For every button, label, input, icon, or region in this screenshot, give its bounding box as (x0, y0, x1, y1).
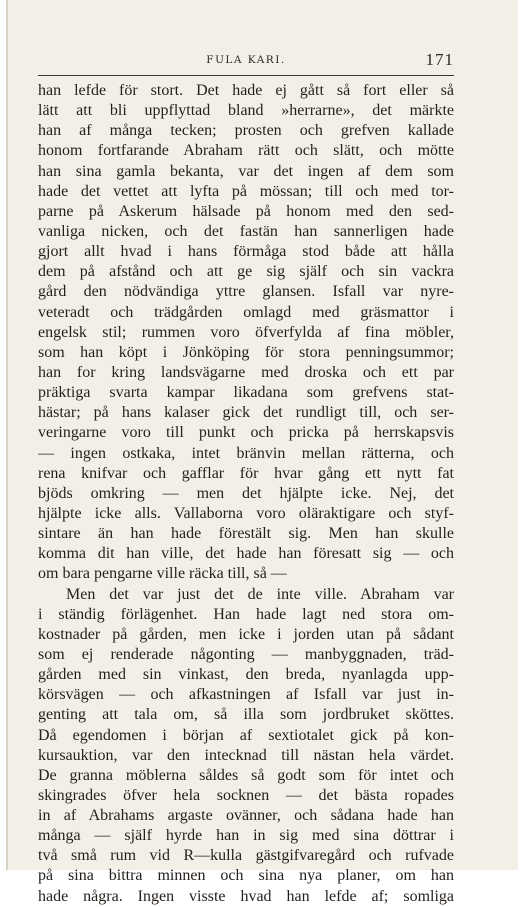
book-page (6, 0, 518, 905)
text-line: präktiga svarta kampar likadana som grefvens stat- (38, 384, 454, 402)
text-line: sintare än han hade förestält sig. Men han skulle (38, 525, 454, 543)
text-line: Men det var just det de inte ville. Abraham var (66, 585, 454, 603)
text-line: lätt att bli uppflyttad bland »herrarne», det märkte (38, 102, 454, 120)
text-line: rena knifvar och gafflar för hvar gång ett nytt fat (38, 464, 454, 482)
text-line: i ständig förlägenhet. Han hade lagt ned stora om- (38, 605, 454, 623)
text-line: hjälpte icke alls. Vallaborna voro oläraktigare och styf- (38, 504, 454, 522)
text-line: dem på afstånd och att ge sig själf och sin vackra (38, 263, 454, 281)
text-line: genting att tala om, så illa som jordbruket sköttes. (38, 706, 454, 724)
text-line: körsvägen — och afkastningen af Isfall var just in- (38, 686, 454, 704)
text-line: kursauktion, var den intecknad till nästan hela värdet. (38, 746, 454, 764)
text-line: skingrades öfver hela socknen — det bästa ropades (38, 786, 454, 804)
text-line: om bara pengarne ville räcka till, så — (38, 565, 287, 583)
text-line: De granna möblerna såldes så godt som för intet och (38, 766, 454, 784)
text-line: Då egendomen i början af sextiotalet gick på kon- (38, 726, 454, 744)
text-line: som han köpt i Jönköping för stora penningsummor; (38, 343, 454, 361)
text-line: han lefde för stort. Det hade ej gått så fort eller så (38, 82, 454, 99)
text-line: vanliga nicken, och det fastän han sannerligen hade (38, 222, 454, 240)
text-line: han sina gamla bekanta, var det ingen af dem som (38, 162, 454, 180)
text-line: på sina bittra minnen och sina nya planer, om han (38, 867, 454, 885)
text-line: kostnader på gården, men icke i jorden utan på sådant (38, 625, 454, 643)
text-line: parne på Askerum hälsade på honom med den sed- (38, 202, 454, 220)
text-line: — ingen ostkaka, intet bränvin mellan rätterna, och (38, 444, 454, 462)
running-head: FULA KARI. (206, 54, 286, 66)
text-line: han af många tecken; prosten och grefven kallade (38, 122, 454, 140)
text-line: veteradt och trädgården omlagd med gräsmattor i (38, 303, 454, 321)
text-line: gjort allt hvad i hans förmåga stod både att hålla (38, 243, 454, 261)
text-line: som ej renderade någonting — manbyggnaden, träd- (38, 645, 454, 663)
text-line: veringarne voro till punkt och pricka på herrskapsvis (38, 424, 454, 442)
text-line: hade några. Ingen visste hvad han lefde af; somliga (38, 887, 454, 905)
text-line: komma dit han ville, det hade han föresatt sig — och (38, 545, 454, 563)
body-text (38, 81, 454, 907)
text-line: in af Abrahams argaste ovänner, och sådana hade han (38, 807, 454, 825)
text-line: hästar; på hans kalaser gick det rundligt till, och ser- (38, 404, 454, 422)
text-line: honom fortfarande Abraham rätt och slätt, och mötte (38, 142, 454, 160)
text-line: hade det vettet att lyfta på mössan; till och med tor- (38, 182, 454, 200)
text-line: bjöds omkring — men det hjälpte icke. Nej, det (38, 484, 454, 502)
text-line: han for kring landsvägarne med droska och ett par (38, 363, 454, 381)
text-line: många — själf hyrde han in sig med sina döttrar i (38, 827, 454, 845)
page-header (38, 52, 454, 74)
text-line: gården med sin vinkast, den breda, nyanlagda upp- (38, 666, 454, 684)
text-line: två små rum vid R—kulla gästgifvaregård och rufvade (38, 847, 454, 865)
page-number: 171 (425, 50, 454, 69)
header-rule (38, 75, 454, 76)
text-line: gård den nödvändiga yttre glansen. Isfall var nyre- (38, 283, 454, 301)
text-line: engelsk stil; rummen voro öfverfylda af fina möbler, (38, 323, 454, 341)
